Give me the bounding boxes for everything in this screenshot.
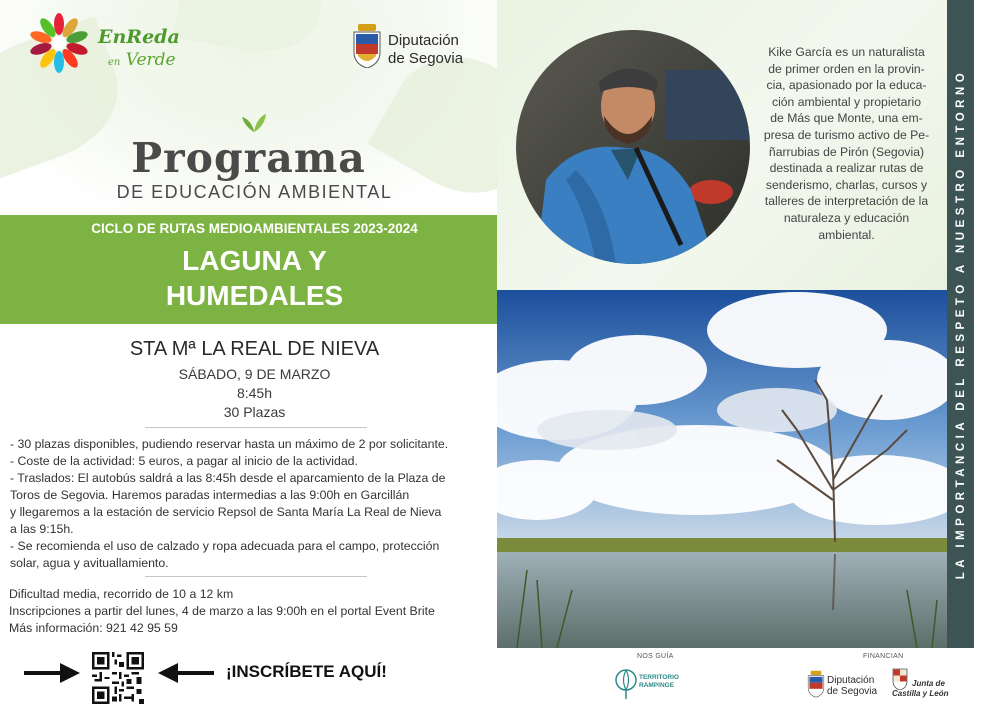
detail-line: solar, agua y avituallamiento. bbox=[10, 556, 169, 570]
program-title: Programa bbox=[131, 134, 366, 182]
bio-line: destinada a realizar rutas de bbox=[769, 161, 924, 176]
detail-line: - Se recomienda el uso de calzado y ropa adecuada para el campo, protección bbox=[10, 539, 440, 553]
divider bbox=[145, 427, 367, 428]
program-subtitle: DE EDUCACIÓN AMBIENTAL bbox=[116, 182, 393, 202]
detail-line: Toros de Segovia. Haremos paradas intermedias a las 9:00h en Garcillán bbox=[10, 488, 410, 502]
enreda-en-verde-logo bbox=[28, 12, 178, 76]
guide-portrait bbox=[516, 30, 750, 264]
route-title: LAGUNA Y HUMEDALES bbox=[165, 245, 344, 311]
enreda-logo-line2: en Verde bbox=[108, 50, 176, 70]
bio-line: de Más que Monte, una em- bbox=[770, 111, 923, 126]
funder2-line1: Junta de bbox=[912, 679, 945, 688]
arrow-left-icon bbox=[158, 663, 214, 683]
wetland-landscape-photo bbox=[497, 290, 947, 648]
detail-line: a las 9:15h. bbox=[10, 522, 74, 536]
bio-line: de primer orden en la provin- bbox=[768, 61, 925, 76]
event-date: SÁBADO, 9 DE MARZO bbox=[178, 366, 331, 382]
bio-line: ción ambiental y propietario bbox=[771, 94, 922, 109]
bio-line: ambiental. bbox=[818, 227, 875, 242]
bio-line: ñarrubias de Pirón (Segovia) bbox=[768, 144, 925, 159]
detail-line: - 30 plazas disponibles, pudiendo reservar hasta un máximo de 2 por solicitante. bbox=[10, 437, 449, 451]
diputacion-segovia-logo bbox=[352, 24, 472, 72]
event-place: STA Mª LA REAL DE NIEVA bbox=[129, 338, 380, 360]
funder1-line1: Diputación bbox=[827, 675, 875, 686]
bio-line: senderismo, charlas, cursos y bbox=[765, 177, 928, 192]
detail-line: y llegaremos a la estación de servicio Repsol de Santa María La Real de Nieva bbox=[10, 505, 442, 519]
info-registration: Inscripciones a partir del lunes, 4 de marzo a las 9:00h en el portal Event Brite bbox=[9, 604, 435, 618]
territorio-rampinge-icon bbox=[615, 666, 637, 700]
guide-name-line1: TERRITORIO bbox=[639, 674, 679, 681]
route-cycle: CICLO DE RUTAS MEDIOAMBIENTALES 2023-2024 bbox=[91, 221, 418, 236]
event-seats: 30 Plazas bbox=[223, 404, 286, 420]
left-panel bbox=[0, 0, 497, 707]
qr-code-icon[interactable] bbox=[92, 652, 144, 704]
guide-bio bbox=[739, 44, 947, 243]
segovia-shield-icon bbox=[807, 670, 825, 698]
bio-line: cia, apasionado por la educa- bbox=[766, 78, 927, 93]
guide-name-line2: RAMPINGE bbox=[639, 682, 675, 689]
sprout-icon bbox=[241, 108, 267, 134]
arrow-right-icon bbox=[24, 663, 80, 683]
register-here-link[interactable]: ¡INSCRÍBETE AQUÍ! bbox=[226, 662, 387, 681]
bio-line: Kike García es un naturalista bbox=[768, 45, 925, 59]
guide-bio-section bbox=[497, 0, 947, 290]
sidebar-slogan: LA IMPORTANCIA DEL RESPETO A NUESTRO ENTORNO bbox=[954, 68, 967, 580]
castilla-leon-shield-icon bbox=[892, 668, 908, 690]
segovia-shield-icon bbox=[352, 24, 382, 68]
diputacion-line2: de Segovia bbox=[388, 50, 464, 67]
event-info bbox=[9, 586, 494, 637]
event-details bbox=[10, 436, 495, 572]
funder2-line2: Castilla y León bbox=[892, 689, 949, 698]
diputacion-line1: Diputación bbox=[388, 32, 459, 49]
detail-line: - Traslados: El autobús saldrá a las 8:45h desde el aparcamiento de la Plaza de bbox=[10, 471, 446, 485]
sponsors-footer bbox=[497, 648, 1000, 707]
detail-line: - Coste de la actividad: 5 euros, a pagar al inicio de la actividad. bbox=[10, 454, 358, 468]
bio-line: talleres de interpretación de la bbox=[764, 194, 929, 209]
funding-label: FINANCIAN bbox=[863, 653, 904, 660]
enreda-logo-line1: EnReda bbox=[98, 26, 180, 48]
event-time: 8:45h bbox=[236, 385, 273, 401]
bio-line: naturaleza y educación bbox=[783, 210, 910, 225]
funder1-line2: de Segovia bbox=[827, 686, 878, 697]
sdg-wheel-icon bbox=[28, 12, 90, 74]
info-difficulty: Dificultad media, recorrido de 10 a 12 km bbox=[9, 587, 234, 601]
guide-label: NOS GUÍA bbox=[637, 653, 674, 660]
bio-line: presa de turismo activo de Pe- bbox=[763, 127, 930, 142]
divider bbox=[145, 576, 367, 577]
info-contact: Más información: 921 42 95 59 bbox=[9, 621, 178, 635]
